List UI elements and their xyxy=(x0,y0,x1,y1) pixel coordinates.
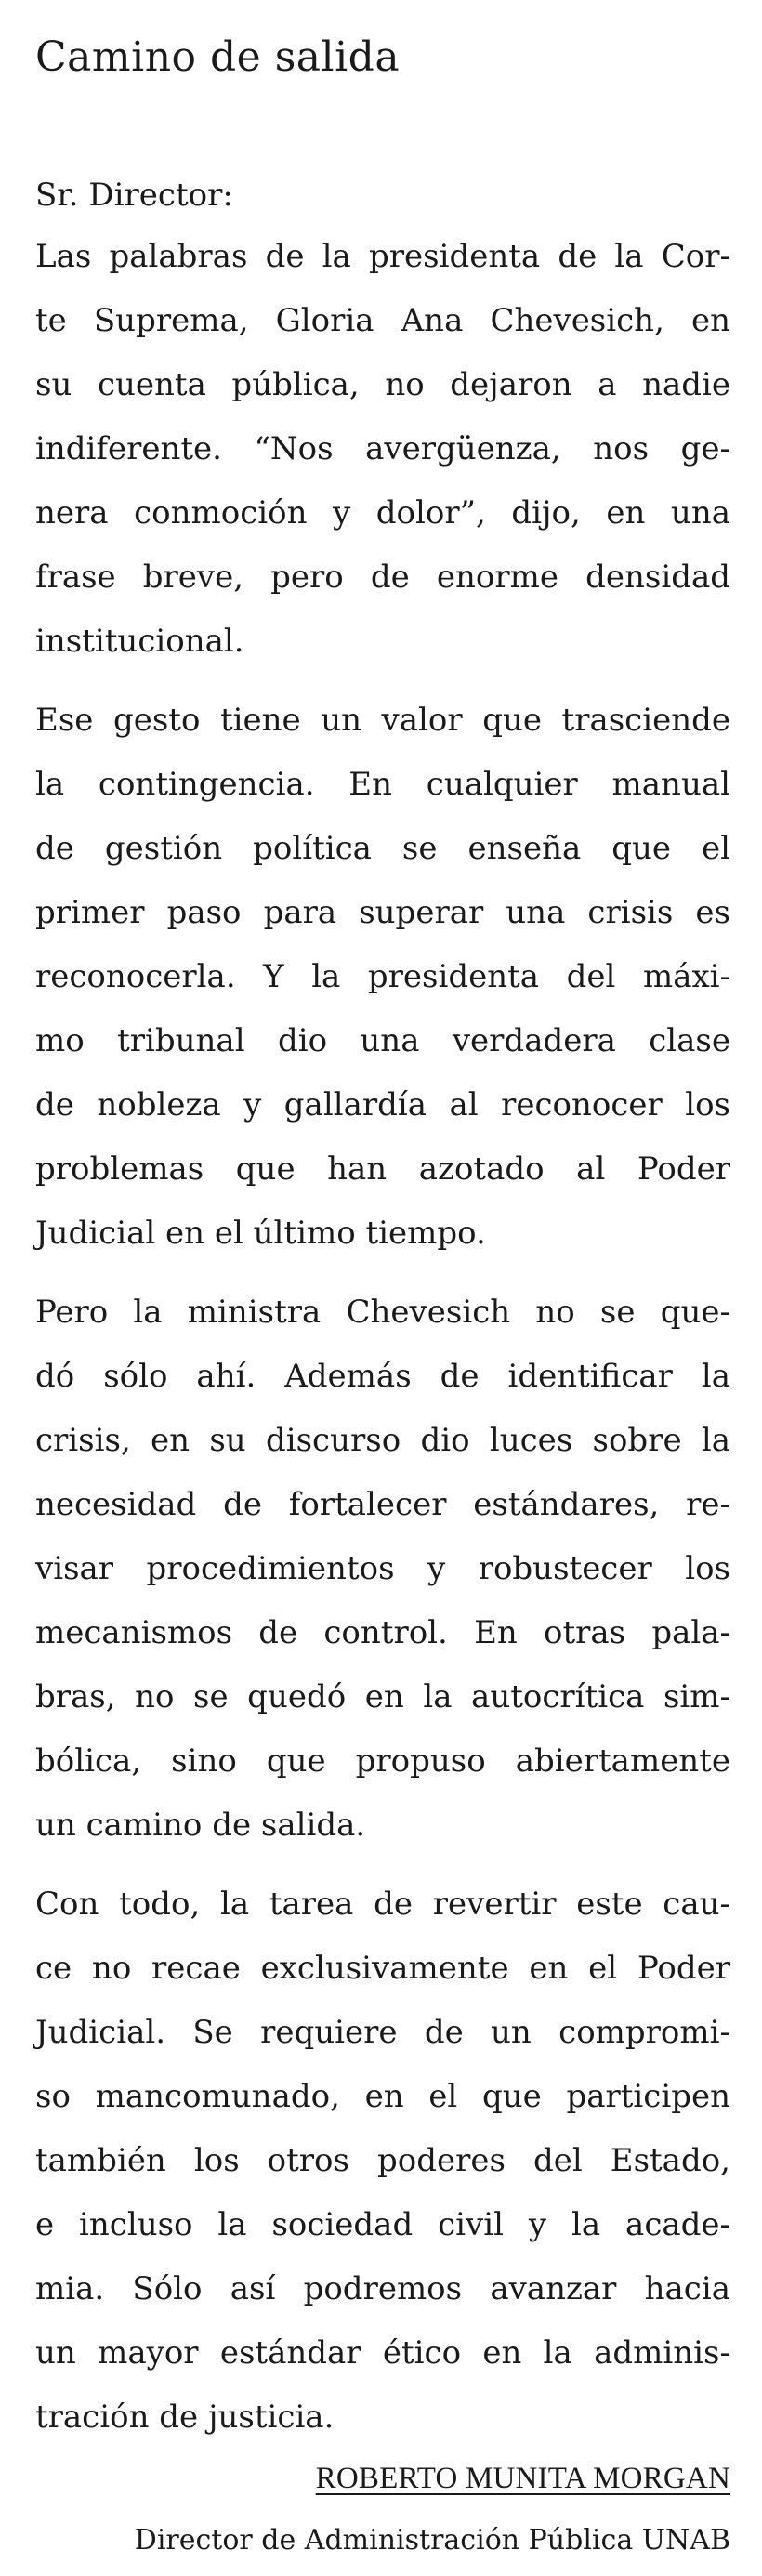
text-line: problemas que han azotado al Poder xyxy=(35,1150,730,1188)
salutation: Sr. Director: xyxy=(35,177,233,214)
text-line: bólica, sino que propuso abiertamente xyxy=(35,1742,730,1780)
text-line: institucional. xyxy=(35,623,244,660)
text-line: de nobleza y gallardía al reconocer los xyxy=(35,1086,730,1124)
text-line: un camino de salida. xyxy=(35,1807,366,1844)
text-line: crisis, en su discurso dio luces sobre la xyxy=(35,1422,730,1459)
author-name: ROBERTO MUNITA MORGAN xyxy=(315,2462,730,2495)
paragraph-2 xyxy=(35,689,730,1266)
text-line: mo tribunal dio una verdadera clase xyxy=(35,1022,730,1059)
text-line: un mayor estándar ético en la adminis- xyxy=(35,2334,730,2372)
text-line: e incluso la sociedad civil y la acade- xyxy=(35,2206,730,2243)
text-line: mia. Sólo así podremos avanzar hacia xyxy=(35,2270,730,2307)
text-line: necesidad de fortalecer estándares, re- xyxy=(35,1486,730,1523)
text-line: la contingencia. En cualquier manual xyxy=(35,766,730,803)
letter-title: Camino de salida xyxy=(35,33,401,81)
text-line: reconocerla. Y la presidenta del máxi- xyxy=(35,958,730,995)
text-line: de gestión política se enseña que el xyxy=(35,830,730,867)
text-line: bras, no se quedó en la autocrítica sim- xyxy=(35,1678,730,1715)
paragraph-4 xyxy=(35,1873,730,2450)
text-line: Judicial en el último tiempo. xyxy=(35,1215,486,1252)
text-line: también los otros poderes del Estado, xyxy=(35,2142,730,2179)
letter xyxy=(35,0,730,2561)
paragraph-1 xyxy=(35,225,730,674)
text-line: nera conmoción y dolor”, dijo, en una xyxy=(35,494,730,532)
text-line: dó sólo ahí. Además de identificar la xyxy=(35,1358,730,1395)
text-line: so mancomunado, en el que participen xyxy=(35,2078,730,2115)
text-line: primer paso para superar una crisis es xyxy=(35,894,730,931)
text-line: Judicial. Se requiere de un compromi- xyxy=(35,2014,730,2051)
text-line: Con todo, la tarea de revertir este cau- xyxy=(35,1886,730,1923)
text-line: indiferente. “Nos avergüenza, nos ge- xyxy=(35,430,730,467)
author-position: Director de Administración Pública UNAB xyxy=(134,2524,730,2556)
text-line: mecanismos de control. En otras pala- xyxy=(35,1614,730,1651)
text-line: visar procedimientos y robustecer los xyxy=(35,1550,730,1587)
text-line: te Suprema, Gloria Ana Chevesich, en xyxy=(35,302,730,339)
paragraph-3 xyxy=(35,1281,730,1858)
text-line: Pero la ministra Chevesich no se que- xyxy=(35,1294,730,1331)
text-line: tración de justicia. xyxy=(35,2399,335,2436)
text-line: Ese gesto tiene un valor que trasciende xyxy=(35,702,730,739)
text-line: frase breve, pero de enorme densidad xyxy=(35,559,730,596)
text-line: ce no recae exclusivamente en el Poder xyxy=(35,1950,730,1987)
text-line: su cuenta pública, no dejaron a nadie xyxy=(35,366,730,403)
text-line: Las palabras de la presidenta de la Cor- xyxy=(35,238,730,275)
